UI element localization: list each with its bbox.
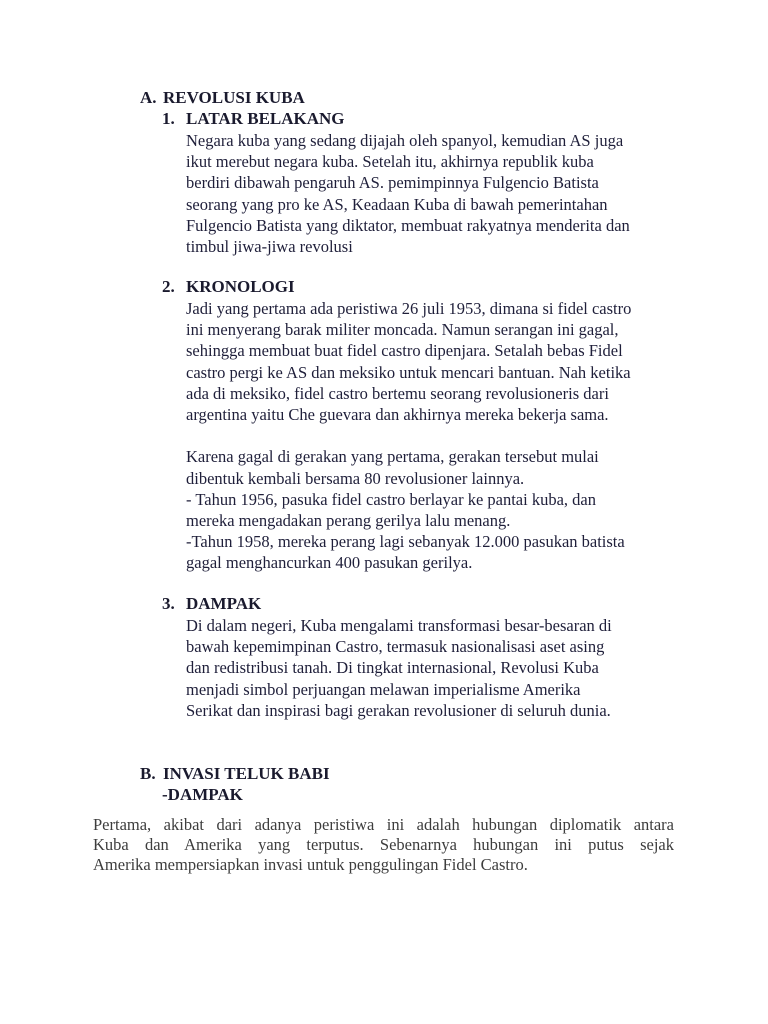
paragraph-line: castro pergi ke AS dan meksiko untuk mencari bantuan. Nah ketika	[186, 362, 631, 382]
subsection-2-paragraph	[186, 298, 686, 574]
paragraph-line: Pertama, akibat dari adanya peristiwa ini adalah hubungan diplomatik antara	[93, 815, 674, 834]
paragraph-line: dan redistribusi tanah. Di tingkat internasional, Revolusi Kuba	[186, 658, 599, 678]
paragraph-line: seorang yang pro ke AS, Keadaan Kuba di bawah pemerintahan	[186, 194, 608, 214]
paragraph-line: gagal menghancurkan 400 pasukan gerilya.	[186, 553, 473, 573]
subsection-1-title: LATAR BELAKANG	[186, 109, 345, 128]
paragraph-line: bawah kepemimpinan Castro, termasuk nasionalisasi aset asing	[186, 637, 605, 657]
subsection-1-paragraph	[186, 130, 686, 257]
section-a-title: REVOLUSI KUBA	[163, 88, 305, 107]
paragraph-line: dibentuk kembali bersama 80 revolusioner lainnya.	[186, 468, 525, 488]
paragraph-line: ini menyerang barak militer moncada. Namun serangan ini gagal,	[186, 320, 619, 340]
subsection-2-title: KRONOLOGI	[186, 277, 295, 296]
section-b-subtitle: -DAMPAK	[162, 785, 243, 804]
paragraph-line: Kuba dan Amerika yang terputus. Sebenarnya hubungan ini putus sejak	[93, 835, 674, 854]
section-b-title: INVASI TELUK BABI	[163, 764, 330, 783]
paragraph-line: Amerika mempersiapkan invasi untuk penggulingan Fidel Castro.	[93, 855, 528, 874]
subsection-3-title: DAMPAK	[186, 594, 262, 613]
paragraph-line: -Tahun 1958, mereka perang lagi sebanyak 12.000 pasukan batista	[186, 532, 625, 552]
section-b-paragraph	[93, 815, 674, 875]
paragraph-line: - Tahun 1956, pasuka fidel castro berlayar ke pantai kuba, dan	[186, 489, 596, 509]
section-b-heading	[140, 763, 330, 785]
paragraph-line: ikut merebut negara kuba. Setelah itu, akhirnya republik kuba	[186, 152, 594, 172]
paragraph-line: argentina yaitu Che guevara dan akhirnya mereka bekerja sama.	[186, 405, 609, 425]
paragraph-line: Fulgencio Batista yang diktator, membuat rakyatnya menderita dan	[186, 215, 630, 235]
paragraph-line: mereka mengadakan perang gerilya lalu menang.	[186, 511, 511, 531]
paragraph-line: ada di meksiko, fidel castro bertemu seorang revolusioneris dari	[186, 383, 609, 403]
subsection-2-heading	[162, 276, 295, 298]
subsection-3-paragraph	[186, 615, 686, 721]
section-b-label: B.	[140, 764, 156, 783]
paragraph-line: Jadi yang pertama ada peristiwa 26 juli 1953, dimana si fidel castro	[186, 299, 632, 318]
section-a-label: A.	[140, 88, 157, 107]
subsection-1-heading	[162, 108, 345, 130]
section-a-heading	[140, 87, 305, 109]
paragraph-spacer	[186, 425, 686, 446]
subsection-1-number: 1.	[162, 109, 175, 128]
subsection-3-heading	[162, 593, 261, 615]
paragraph-line: sehingga membuat buat fidel castro dipenjara. Setalah bebas Fidel	[186, 341, 623, 361]
paragraph-line: Serikat dan inspirasi bagi gerakan revolusioner di seluruh dunia.	[186, 700, 611, 720]
paragraph-line: Negara kuba yang sedang dijajah oleh spanyol, kemudian AS juga	[186, 131, 624, 150]
subsection-2-number: 2.	[162, 277, 175, 296]
subsection-3-number: 3.	[162, 594, 175, 613]
paragraph-line: berdiri dibawah pengaruh AS. pemimpinnya Fulgencio Batista	[186, 173, 599, 193]
paragraph-line: menjadi simbol perjuangan melawan imperialisme Amerika	[186, 679, 581, 699]
paragraph-line: Karena gagal di gerakan yang pertama, gerakan tersebut mulai	[186, 447, 599, 467]
paragraph-line: timbul jiwa-jiwa revolusi	[186, 237, 353, 257]
paragraph-line: Di dalam negeri, Kuba mengalami transformasi besar-besaran di	[186, 616, 612, 635]
